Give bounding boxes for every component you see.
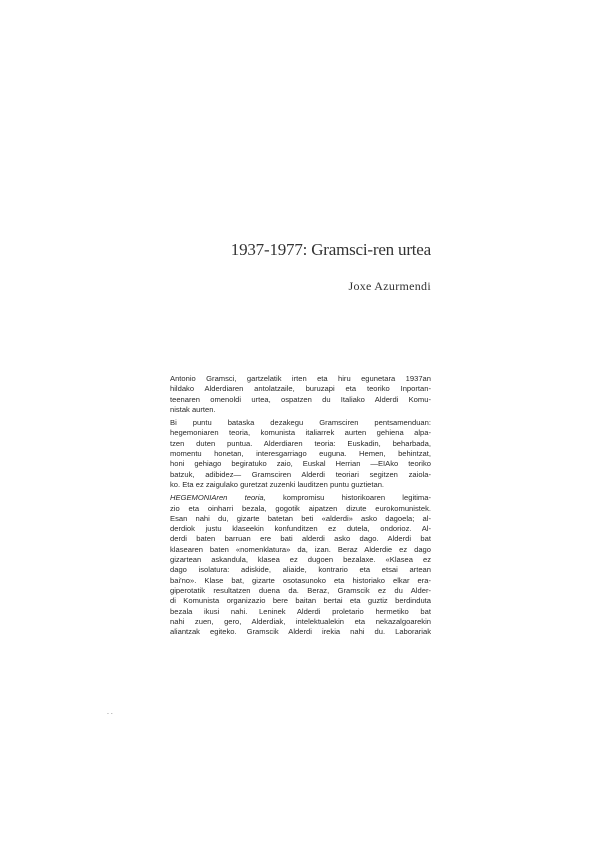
text-line: nistak aurten. <box>170 404 216 414</box>
text-line: Esan nahi du, gizarte batetan beti «alderdi» asko dagoela; al- <box>170 513 431 523</box>
article-author: Joxe Azurmendi <box>348 279 431 293</box>
text-line: gizartean askandula, klasea ez dugoen bezalaxe. «Klasea ez <box>170 555 431 565</box>
text-line: derdi baten barruan ere bati alderdi asko dago. Alderdi bat <box>170 534 431 544</box>
text-line: tzen duten puntua. Alderdiaren teoria: Euskadin, beharbada, <box>170 438 431 448</box>
text-line: aliantzak egiteko. Gramscik Alderdi irekia nahi du. Laborariak <box>170 627 431 637</box>
text-line: nahi zuen, gero, Alderdiak, intelektualekin eta nekazalgoarekin <box>170 616 431 626</box>
text-line: dago isolatura: adiskide, aliaide, kontrario eta etsai artean <box>170 565 431 575</box>
paragraph-two-points <box>160 418 431 490</box>
text-line: di Komunista organizazio bere baitan bertai eta guztiz berdinduta <box>170 596 431 606</box>
article-title: 1937-1977: Gramsci-ren urtea <box>230 240 431 259</box>
text-line-lead <box>160 493 431 503</box>
text-line: hegemoniaren teoria, komunista italiarrek aurten gehiena alpa- <box>170 428 431 438</box>
text-line: klasearen baten «nomenklatura» da, izan. Beraz Alderdie ez dago <box>170 544 431 554</box>
article-body <box>160 374 431 640</box>
text-line: giperotatik resultatzen duena da. Beraz, Gramscik ez du Alder- <box>170 585 431 595</box>
text-line: hildako Alderdiaren antolatzaile, buruzapi eta teoriko Inportan- <box>170 384 431 394</box>
hegemony-term: HEGEMONIAren teoria, <box>170 493 266 503</box>
text-line: bezala ikusi nahi. Leninek Alderdi proletario hermetiko bat <box>170 606 431 616</box>
text-line: teenaren omenoldi urtea, ospatzen du Italiako Alderdi Komu- <box>170 394 431 404</box>
paragraph-hegemony <box>160 493 431 637</box>
text-line: kompromisu historikoaren legitima- <box>265 493 432 503</box>
text-line: derdiok justu klaseekin konfunditzen ez dutela, ondorioz. Al- <box>170 524 431 534</box>
text-line: momentu honetan, interesgarriago euguna. Hemen, behintzat, <box>170 449 431 459</box>
text-line: Bi puntu bataska dezakegu Gramsciren pentsamenduan: <box>170 418 431 428</box>
text-line: honi gehiago begiratuko zaio, Euskal Herrian —EIAko teoriko <box>170 459 431 469</box>
text-line: zio eta oinharri bezala, gogotik aipatzen dizute eurokomunistek. <box>170 503 431 513</box>
paragraph-intro <box>160 374 431 415</box>
text-line: ko. Eta ez zaigulako guretzat zuzenki lauditzen puntu guztietan. <box>170 479 385 489</box>
text-line: bai'no». Klase bat, gizarte osotasunoko eta historiako elkar era- <box>170 575 431 585</box>
margin-mark: . . <box>107 709 113 716</box>
text-line: Antonio Gramsci, gartzelatik irten eta hiru egunetara 1937an <box>170 374 431 383</box>
text-line: batzuk, adibidez— Gramsciren Alderdi teoriari segitzen zaiola- <box>170 469 431 479</box>
